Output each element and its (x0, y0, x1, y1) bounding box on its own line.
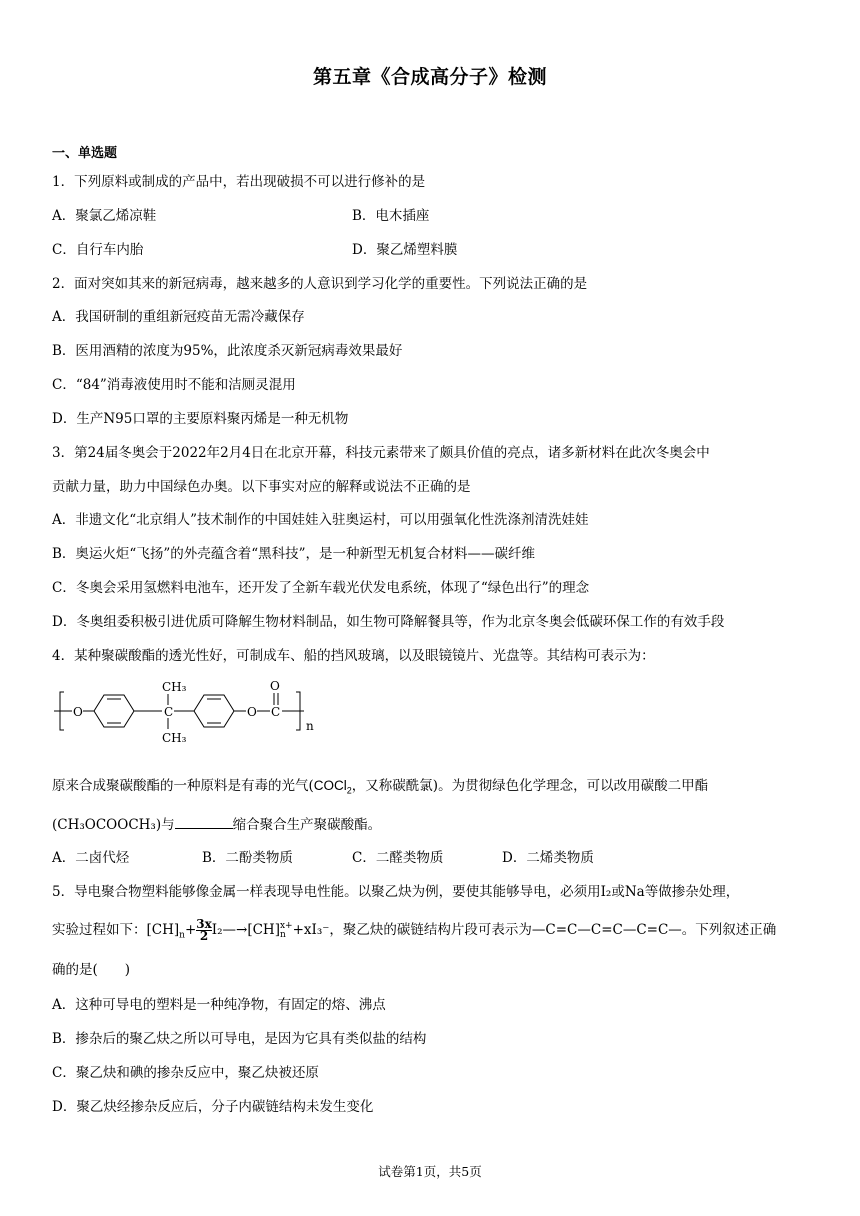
cocl2-formula (313, 778, 352, 796)
struct-carbon: C (164, 705, 174, 719)
struct-methyl-bottom: CH₃ (162, 731, 187, 745)
eq-plus: + (184, 922, 197, 938)
page-footer: 试卷第1页，共5页 (378, 1164, 482, 1179)
question-2-stem: 2．面对突如其来的新冠病毒，越来越多的人意识到学习化学的重要性。下列说法正确的是 (52, 276, 588, 292)
struct-oxygen-2: O (247, 705, 257, 719)
question-5-stem-line1: 5．导电聚合物塑料能够像金属一样表现导电性能。以聚乙炔为例，要使其能够导电，必须用I₂或Na等做掺杂处理， (52, 884, 740, 900)
q4-option-a: A．二卤代烃 (52, 850, 130, 866)
q4-option-d: D．二烯类物质 (502, 850, 594, 866)
page-title: 第五章《合成高分子》检测 (312, 66, 547, 88)
q5-option-a: A．这种可导电的塑料是一种纯净物，有固定的熔、沸点 (52, 997, 386, 1013)
struct-methyl-top: CH₃ (162, 680, 187, 694)
section-heading: 一、单选题 (52, 146, 118, 161)
q1-option-b: B．电木插座 (352, 208, 430, 224)
question-3-stem-line1: 3．第24届冬奥会于2022年2月4日在北京开幕，科技元素带来了颇具价值的亮点，诸多新材料在此次冬奥会中 (52, 445, 710, 461)
polycarbonate-structure (54, 678, 334, 748)
eq-mid: I₂—→[CH] (211, 922, 280, 938)
eq-script (280, 922, 293, 940)
q2-option-c: C．“84”消毒液使用时不能和洁厕灵混用 (52, 377, 296, 393)
struct-carbonyl-carbon: C (271, 705, 281, 719)
q4-text-line1 (52, 776, 708, 801)
q4-line1-pre: 原来合成聚碳酸酯的一种原料是有毒的光气( (52, 778, 314, 794)
question-5-equation-line (52, 919, 776, 946)
q3-option-c: C．冬奥会采用氢燃料电池车，还开发了全新车载光伏发电系统，体现了“绿色出行”的理念 (52, 580, 590, 596)
q3-option-d: D．冬奥组委积极引进优质可降解生物材料制品，如生物可降解餐具等，作为北京冬奥会低碳环保工作的有效手段 (52, 614, 725, 630)
q5-option-c: C．聚乙炔和碘的掺杂反应中，聚乙炔被还原 (52, 1065, 319, 1081)
eq-post: +xI₃⁻，聚乙炔的碳链结构片段可表示为—C=C—C=C—C=C—。下列叙述正确 (292, 922, 777, 938)
eq-frac-num: 3x (196, 917, 212, 931)
struct-repeat-n: n (306, 719, 314, 733)
eq-pre: 实验过程如下：[CH] (52, 922, 180, 938)
eq-frac-den: 2 (199, 929, 209, 943)
q2-option-b: B．医用酒精的浓度为95%，此浓度杀灭新冠病毒效果最好 (52, 343, 403, 359)
question-1-stem: 1．下列原料或制成的产品中，若出现破损不可以进行修补的是 (52, 174, 426, 190)
q4-line1-post: ，又称碳酰氯)。为贯彻绿色化学理念，可以改用碳酸二甲酯 (351, 778, 709, 794)
struct-carbonyl-oxygen: O (270, 679, 280, 693)
q3-option-b: B．奥运火炬“飞扬”的外壳蕴含着“黑科技”，是一种新型无机复合材料——碳纤维 (52, 546, 536, 562)
cocl2-text: COCl (313, 778, 347, 793)
q1-option-c: C．自行车内胎 (52, 242, 144, 258)
q4-option-b: B．二酚类物质 (202, 850, 293, 866)
answer-blank[interactable] (175, 814, 233, 829)
eq-sub: n (279, 929, 286, 940)
q4-text-line2 (52, 814, 381, 835)
eq-n: n (179, 930, 185, 941)
struct-oxygen-1: O (73, 705, 83, 719)
q4-line2-pre: (CH₃OCOOCH₃)与 (52, 817, 175, 833)
q2-option-a: A．我国研制的重组新冠疫苗无需冷藏保存 (52, 309, 305, 325)
q3-option-a: A．非遗文化“北京绢人”技术制作的中国娃娃入驻奥运村，可以用强氧化性洗涤剂清洗娃娃 (52, 512, 589, 528)
q5-option-d: D．聚乙炔经掺杂反应后，分子内碳链结构未发生变化 (52, 1099, 374, 1115)
q5-option-b: B．掺杂后的聚乙炔之所以可导电，是因为它具有类似盐的结构 (52, 1031, 427, 1047)
q4-option-c: C．二醛类物质 (352, 850, 444, 866)
eq-fraction (196, 919, 212, 942)
eq-sup: x+ (279, 920, 293, 931)
q2-option-d: D．生产N95口罩的主要原料聚丙烯是一种无机物 (52, 411, 349, 427)
q4-line2-post: 缩合聚合生产聚碳酸酯。 (232, 817, 382, 833)
cocl2-sub: 2 (346, 785, 352, 796)
q1-option-d: D．聚乙烯塑料膜 (352, 242, 458, 258)
question-3-stem-line2: 贡献力量，助力中国绿色办奥。以下事实对应的解释或说法不正确的是 (52, 479, 471, 495)
q1-option-a: A．聚氯乙烯凉鞋 (52, 208, 157, 224)
question-5-stem-line3: 确的是( ) (52, 962, 131, 978)
question-4-stem: 4．某种聚碳酸酯的透光性好，可制成车、船的挡风玻璃，以及眼镜镜片、光盘等。其结构可表示为： (52, 648, 655, 664)
